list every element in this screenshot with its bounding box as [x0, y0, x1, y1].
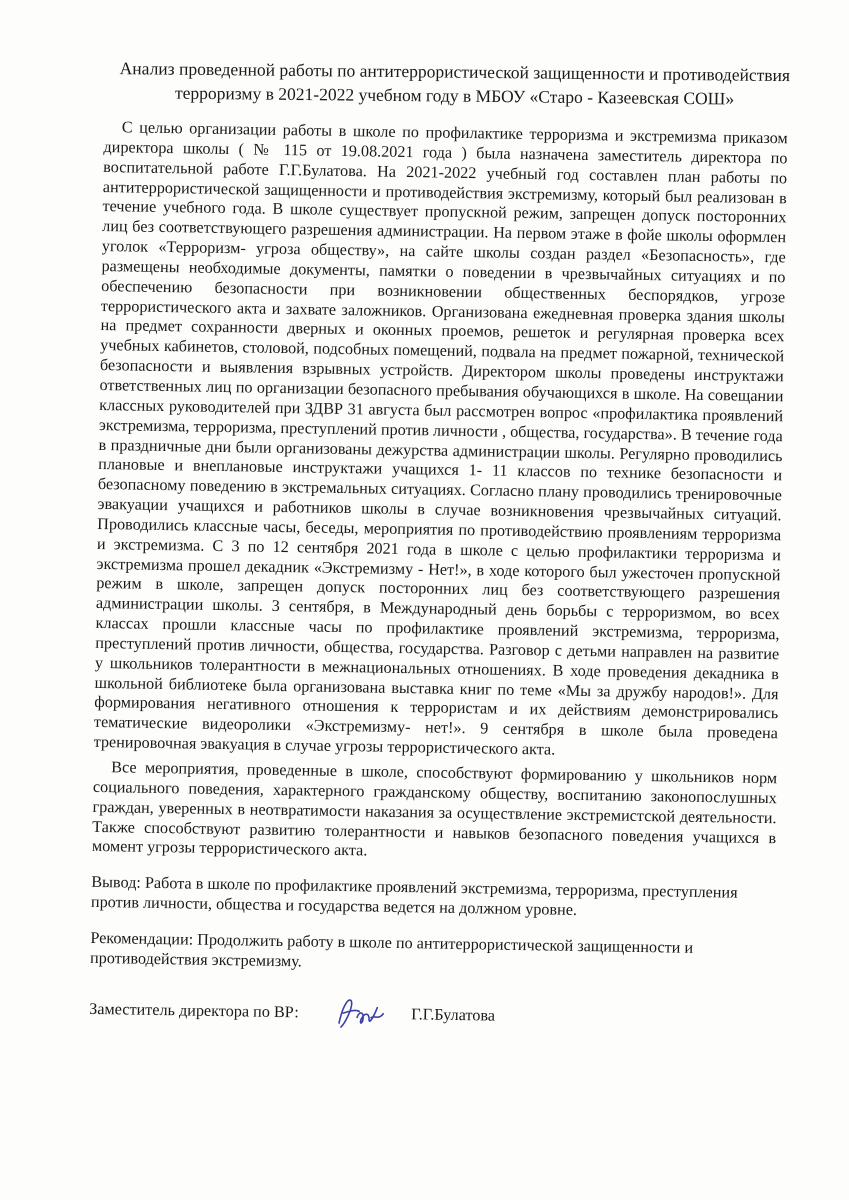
document-title: Анализ проведенной работы по антитеррористической защищенности и противодействия терроризму в 2021-2022 учебном году в МБОУ «Старо - Казеевская СОШ»: [119, 58, 791, 109]
signatory-name: Г.Г.Булатова: [411, 1004, 496, 1025]
signatory-role: Заместитель директора по ВР:: [89, 999, 299, 1021]
paragraph-main: С целью организации работы в школе по профилактике терроризма и экстремизма приказом директора школы ( № 115 от 19.08.2021 года ) была назначена заместитель директора по воспитательной работе Г.Г.Булатова. На 2021-2022 учебный год составлен план работы по антитеррористической защищенности и противодействия экстремизму, который был реализован в течение учебного года. В школе существует пропускной режим, запрещен допуск посторонних лиц без соответствующего разрешения администрации. На первом этаже в фойе школы оформлен уголок «Терроризм- угроза обществу», на сайте школы создан раздел «Безопасность», где размещены необходимые документы, памятки о поведении в чрезвычайных ситуациях и по обеспечению безопасности при возникновении общественных беспорядков, угрозе террористического акта и захвате заложников. Организована ежедневная проверка здания школы на предмет сохранности дверных и оконных проемов, решеток и регулярная проверка всех учебных кабинетов, столовой, подсобных помещений, подвала на предмет пожарной, технической безопасности и выявления взрывных устройств. Директором школы проведены инструктажи ответственных лиц по организации безопасного пребывания обучающихся в школе. На совещании классных руководителей при ЗДВР 31 августа был рассмотрен вопрос «профилактика проявлений экстремизма, терроризма, преступлений против личности , общества, государства». В течение года в праздничные дни были организованы дежурства администрации школы. Регулярно проводились плановые и внеплановые инструктажи учащихся 1- 11 классов по технике безопасности и безопасному поведению в экстремальных ситуациях. Согласно плану проводились тренировочные эвакуации учащихся и работников школы в случае возникновения чрезвычайных ситуаций. Проводились классные часы, беседы, мероприятия по противодействию проявлениям терроризма и экстремизма. С 3 по 12 сентября 2021 года в школе с целью профилактики терроризма и экстремизма прошел декадник «Экстремизму - Нет!», в ходе которого был ужесточен пропускной режим в школе, запрещен допуск посторонних лиц без соответствующего разрешения администрации школы. 3 сентября, в Международный день борьбы с терроризмом, во всех классах прошли классные часы по профилактике проявлений экстремизма, терроризма, преступлений против личности, общества, государства. Разговор с детьми направлен на развитие у школьников толерантности в межнациональных отношениях. В ходе проведения декадника в школьной библиотеке была организована выставка книг по теме «Мы за дружбу народов!». Для формирования негативного отношения к террористам и их действиям демонстрировались тематические видеоролики «Экстремизму- нет!». 9 сентября в школе была проведена тренировочная эвакуация в случае угрозы террористического акта.: [93, 118, 788, 759]
signature-row: [89, 988, 774, 1039]
recommendations-text: Рекомендации: Продолжить работу в школе по антитеррористической защищенности и противодействия экстремизму.: [89, 928, 694, 971]
paragraph-summary: Все мероприятия, проведенные в школе, способствуют формированию у школьников норм социального поведения, характерного гражданскому обществу, воспитанию законопослушных граждан, уверенных в неотвратимости наказания за осуществление экстремистской деятельности. Также способствуют развитию толерантности и навыков безопасного поведения учащихся в момент угрозы террористического акта.: [91, 758, 778, 860]
conclusion-text: Вывод: Работа в школе по профилактике проявлений экстремизма, терроризма, преступления против личности, общества и государства ведется на должном уровне.: [90, 873, 738, 920]
document-body: [89, 118, 788, 1040]
handwritten-signature: [331, 992, 392, 1033]
